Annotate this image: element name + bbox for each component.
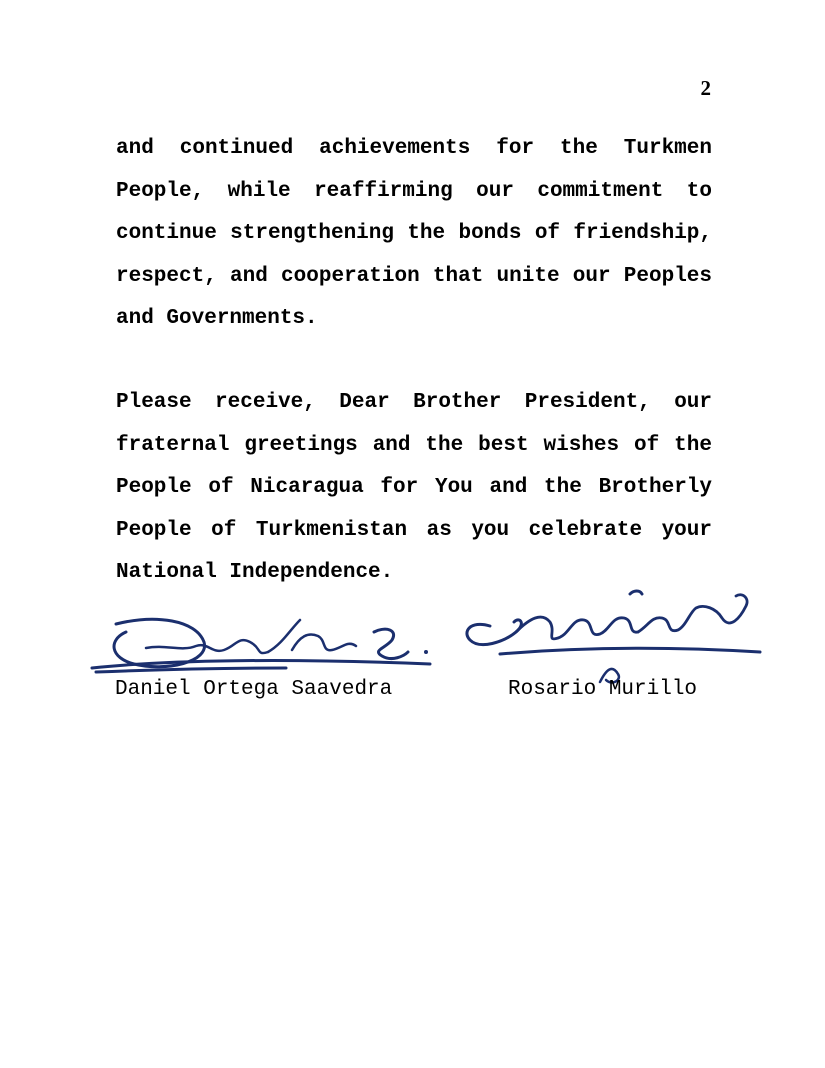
page-number: 2 bbox=[700, 76, 711, 100]
signatory-name: Rosario Murillo bbox=[508, 678, 698, 701]
body-paragraph: and continued achievements for the Turkmen People, while reaffirming our commitment to continue strengthening the bonds of friendship, respect, and cooperation that unite our Peoples and Governments. bbox=[116, 137, 712, 330]
signatory-name: Daniel Ortega Saavedra bbox=[115, 678, 393, 701]
signature-daniel-ortega bbox=[86, 606, 436, 686]
body-paragraph: Please receive, Dear Brother President, our fraternal greetings and the best wishes of the People of Nicaragua for You and the Brotherly People of Turkmenistan as you celebrate your National Independence. bbox=[116, 391, 712, 584]
